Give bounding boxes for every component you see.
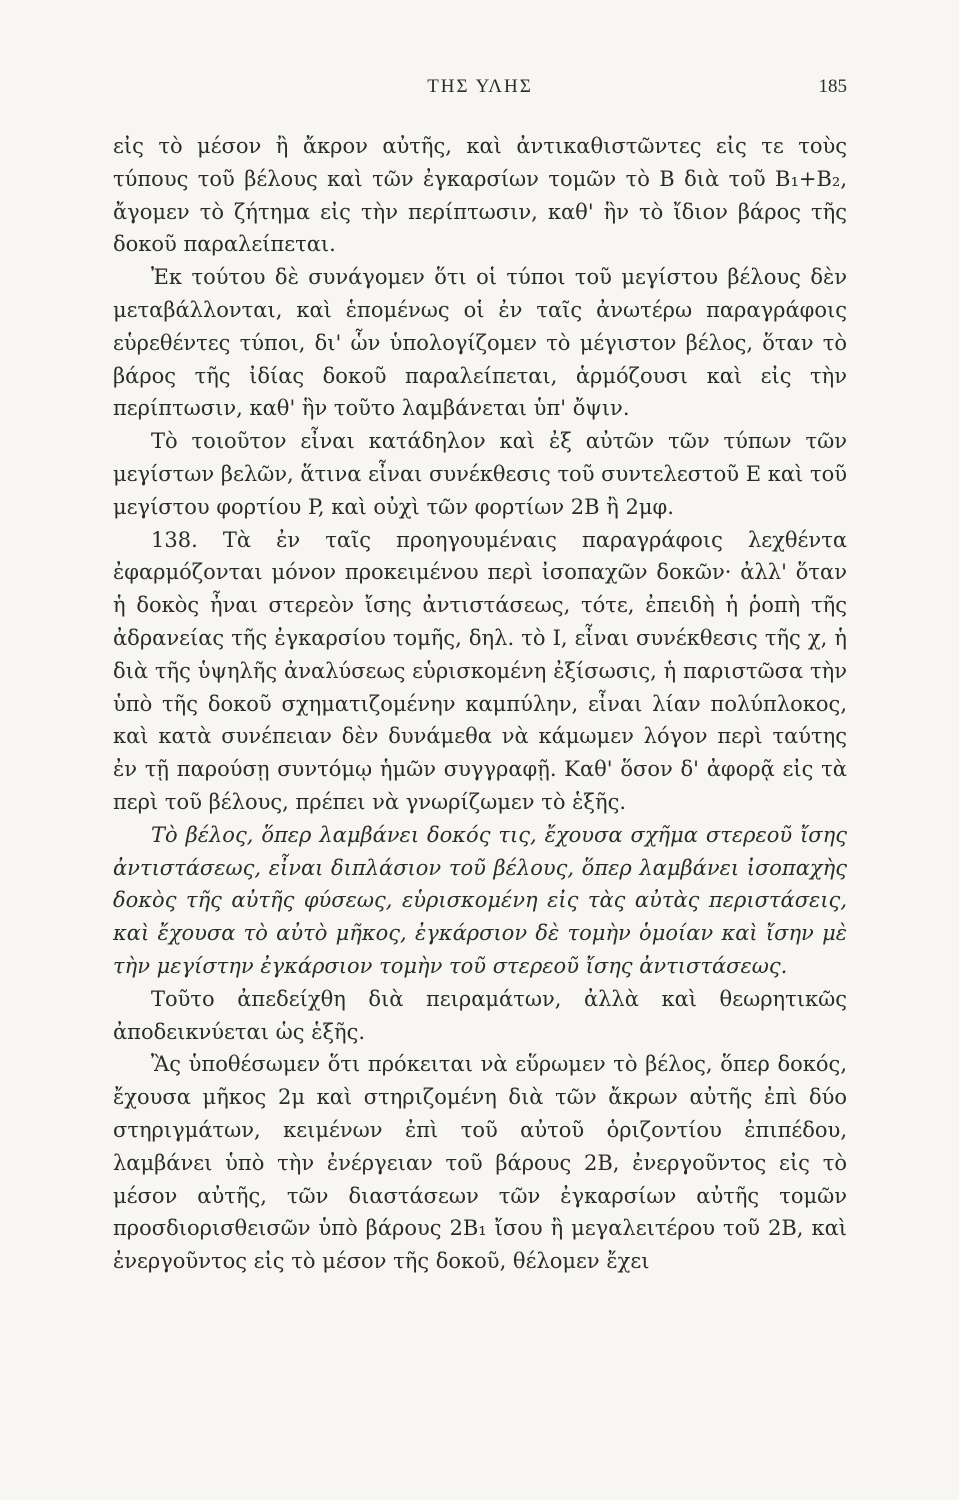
page-number: 185 (818, 76, 847, 97)
paragraph: Ἐκ τούτου δὲ συνάγομεν ὅτι οἱ τύποι τοῦ μεγίστου βέλους δὲν μεταβάλλονται, καὶ ἑπομένως οἱ ἐν ταῖς ἀνωτέρω παραγράφοις εὑρεθέντες τύποι, δι' ὧν ὑπολογίζομεν τὸ μέγιστον βέλος, ὅταν τὸ βάρος τῆς ἰδίας δοκοῦ παραλείπεται, ἁρμόζουσι καὶ εἰς τὴν περίπτωσιν, καθ' ἣν τοῦτο λαμβάνεται ὑπ' ὄψιν. (113, 265, 847, 421)
body-text (113, 130, 847, 1278)
running-header (113, 70, 847, 130)
paragraph-continuation: εἰς τὸ μέσον ἢ ἄκρον αὐτῆς, καὶ ἀντικαθιστῶντες εἰς τε τοὺς τύπους τοῦ βέλους καὶ τῶν ἐγκαρσίων τομῶν τὸ B διὰ τοῦ B₁+B₂, ἄγομεν τὸ ζήτημα εἰς τὴν περίπτωσιν, καθ' ἣν τὸ ἴδιον βάρος τῆς δοκοῦ παραλείπεται. (113, 134, 847, 257)
theorem-statement: Τὸ βέλος, ὅπερ λαμβάνει δοκός τις, ἔχουσα σχῆμα στερεοῦ ἴσης ἀντιστάσεως, εἶναι διπλάσιον τοῦ βέλους, ὅπερ λαμβάνει ἰσοπαχὴς δοκὸς τῆς αὐτῆς φύσεως, εὑρισκομένη εἰς τὰς αὐτὰς περιστάσεις, καὶ ἔχουσα τὸ αὐτὸ μῆκος, ἐγκάρσιον δὲ τομὴν ὁμοίαν καὶ ἴσην μὲ τὴν μεγίστην ἐγκάρσιον τομὴν τοῦ στερεοῦ ἴσης ἀντιστάσεως. (113, 822, 847, 978)
paragraph: Ἂς ὑποθέσωμεν ὅτι πρόκειται νὰ εὕρωμεν τὸ βέλος, ὅπερ δοκός, ἔχουσα μῆκος 2μ καὶ στηριζομένη διὰ τῶν ἄκρων αὐτῆς ἐπὶ δύο στηριγμάτων, κειμένων ἐπὶ τοῦ αὐτοῦ ὁριζοντίου ἐπιπέδου, λαμβάνει ὑπὸ τὴν ἐνέργειαν τοῦ βάρους 2B, ἐνεργοῦντος εἰς τὸ μέσον αὐτῆς, τῶν διαστάσεων τῶν ἐγκαρσίων αὐτῆς τομῶν προσδιορισθεισῶν ὑπὸ βάρους 2B₁ ἴσου ἢ μεγαλειτέρου τοῦ 2B, καὶ ἐνεργοῦντος εἰς τὸ μέσον τῆς δοκοῦ, θέλομεν ἔχει (113, 1052, 847, 1274)
running-title: ΤΗΣ ΥΛΗΣ (427, 76, 533, 97)
paragraph: Τὸ τοιοῦτον εἶναι κατάδηλον καὶ ἐξ αὐτῶν τῶν τύπων τῶν μεγίστων βελῶν, ἅτινα εἶναι συνέκθεσις τοῦ συντελεστοῦ E καὶ τοῦ μεγίστου φορτίου P, καὶ οὐχὶ τῶν φορτίων 2B ἢ 2μφ. (113, 429, 847, 519)
section-paragraph-138: 138. Τὰ ἐν ταῖς προηγουμέναις παραγράφοις λεχθέντα ἐφαρμόζονται μόνον προκειμένου περὶ ἰσοπαχῶν δοκῶν· ἀλλ' ὅταν ἡ δοκὸς ἦναι στερεὸν ἴσης ἀντιστάσεως, τότε, ἐπειδὴ ἡ ῥοπὴ τῆς ἀδρανείας τῆς ἐγκαρσίου τομῆς, δηλ. τὸ I, εἶναι συνέκθεσις τῆς χ, ἡ διὰ τῆς ὑψηλῆς ἀναλύσεως εὑρισκομένη ἐξίσωσις, ἡ παριστῶσα τὴν ὑπὸ τῆς δοκοῦ σχηματιζομένην καμπύλην, εἶναι λίαν πολύπλοκος, καὶ κατὰ συνέπειαν δὲν δυνάμεθα νὰ κάμωμεν λόγον περὶ ταύτης ἐν τῇ παρούσῃ συντόμῳ ἡμῶν συγγραφῇ. Καθ' ὅσον δ' ἀφορᾷ εἰς τὰ περὶ τοῦ βέλους, πρέπει νὰ γνωρίζωμεν τὸ ἑξῆς. (113, 527, 847, 814)
paragraph: Τοῦτο ἀπεδείχθη διὰ πειραμάτων, ἀλλὰ καὶ θεωρητικῶς ἀποδεικνύεται ὡς ἑξῆς. (113, 986, 847, 1044)
